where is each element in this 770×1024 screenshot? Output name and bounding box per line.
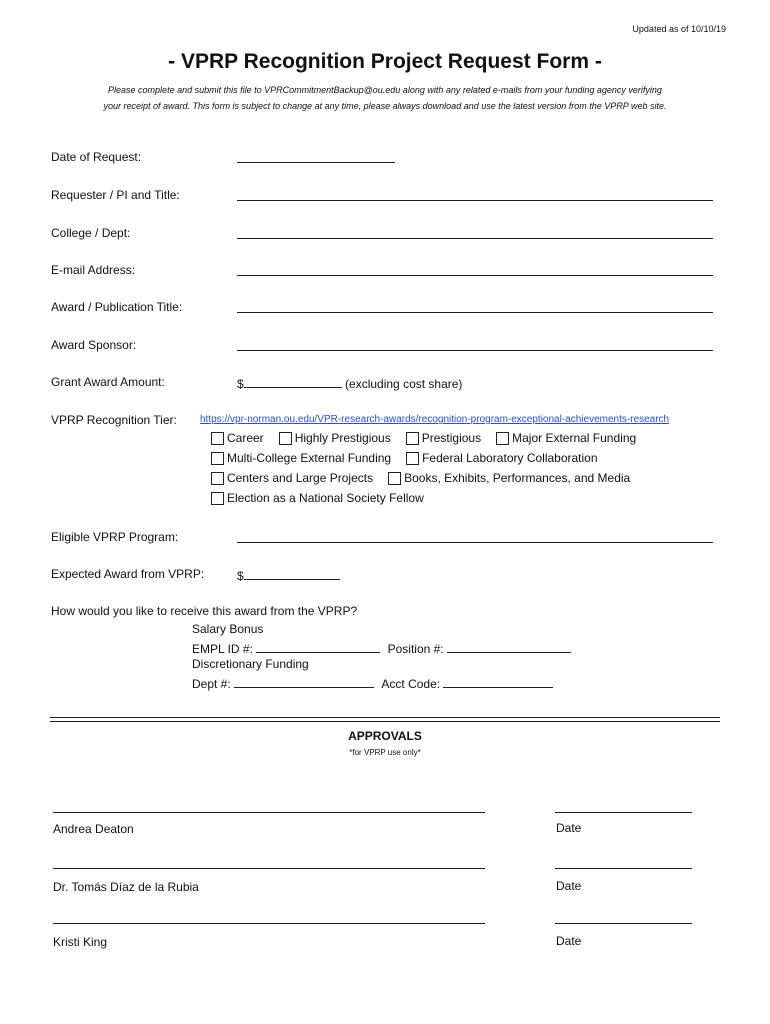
section-divider [50,717,720,722]
position-label: Position #: [387,642,444,656]
position-field[interactable] [447,640,571,653]
expected-award-field[interactable] [244,567,340,580]
acct-code-field[interactable] [443,675,553,688]
eligible-program-field[interactable] [237,542,713,543]
requester-field[interactable] [237,200,713,201]
date-of-request-field[interactable] [237,162,395,163]
expected-dollar-sign: $ [237,569,244,583]
instructions-line-1: Please complete and submit this file to VPRCommitmentBackup@ou.edu along with any related e-mails from your funding agency verifying [108,85,662,95]
grant-amount-label: Grant Award Amount: [51,375,165,389]
signature-line[interactable] [53,868,485,869]
checkbox-federal-lab[interactable]: Federal Laboratory Collaboration [406,451,597,465]
dept-field[interactable] [234,675,374,688]
date-line[interactable] [555,812,692,813]
checkbox-icon [406,452,419,465]
salary-bonus-label: Salary Bonus [192,622,264,636]
dept-label: Dept #: [192,677,231,691]
college-label: College / Dept: [51,226,131,240]
checkbox-major-external[interactable]: Major External Funding [496,431,636,445]
signature-line[interactable] [53,923,485,924]
award-title-label: Award / Publication Title: [51,300,183,314]
checkbox-multi-college[interactable]: Multi-College External Funding [211,451,391,465]
signer-name: Andrea Deaton [53,822,134,836]
empl-id-label: EMPL ID #: [192,642,253,656]
approvals-heading: APPROVALS [348,729,422,743]
updated-date: Updated as of 10/10/19 [632,24,726,34]
checkbox-prestigious[interactable]: Prestigious [406,431,481,445]
college-field[interactable] [237,238,713,239]
tier-row-3 [211,471,630,485]
form-instructions [40,82,730,114]
email-label: E-mail Address: [51,263,136,277]
empl-id-field[interactable] [256,640,380,653]
dept-acct-row [192,675,553,691]
signature-line[interactable] [53,812,485,813]
date-label: Date [556,879,582,893]
checkbox-icon [388,472,401,485]
form-title: - VPRP Recognition Project Request Form - [168,50,602,73]
acct-code-label: Acct Code: [381,677,441,691]
requester-label: Requester / PI and Title: [51,188,180,202]
receive-question: How would you like to receive this award from the VPRP? [51,604,358,618]
checkbox-icon [279,432,292,445]
checkbox-career[interactable]: Career [211,431,264,445]
checkbox-election[interactable]: Election as a National Society Fellow [211,491,424,505]
checkbox-icon [496,432,509,445]
award-title-field[interactable] [237,312,713,313]
signer-name: Kristi King [53,935,108,949]
grant-amount-field[interactable] [244,375,342,388]
instructions-line-2: your receipt of award. This form is subject to change at any time, please always download and use the latest version from the VPRP web site. [103,101,667,111]
approvals-subheading: *for VPRP use only* [349,748,421,757]
grant-amount-row [237,375,462,391]
expected-award-row [237,567,340,583]
checkbox-highly-prestigious[interactable]: Highly Prestigious [279,431,391,445]
checkbox-icon [211,452,224,465]
checkbox-icon [211,492,224,505]
checkbox-icon [211,472,224,485]
tier-row-2 [211,451,598,465]
expected-award-label: Expected Award from VPRP: [51,567,205,581]
date-of-request-label: Date of Request: [51,150,142,164]
discretionary-label: Discretionary Funding [192,657,309,671]
tier-row-4 [211,491,424,505]
checkbox-centers[interactable]: Centers and Large Projects [211,471,373,485]
grant-dollar-sign: $ [237,377,244,391]
email-field[interactable] [237,275,713,276]
date-line[interactable] [555,868,692,869]
checkbox-icon [406,432,419,445]
empl-position-row [192,640,571,656]
signer-name: Dr. Tomás Díaz de la Rubia [53,880,199,894]
tier-link[interactable]: https://vpr-norman.ou.edu/VPR-research-awards/recognition-program-exceptional-achievements-research [200,414,670,425]
tier-label: VPRP Recognition Tier: [51,413,177,427]
award-sponsor-field[interactable] [237,350,713,351]
eligible-program-label: Eligible VPRP Program: [51,530,179,544]
date-label: Date [556,821,582,835]
date-line[interactable] [555,923,692,924]
grant-amount-note: (excluding cost share) [345,377,463,391]
checkbox-books[interactable]: Books, Exhibits, Performances, and Media [388,471,630,485]
tier-row-1 [211,431,636,445]
award-sponsor-label: Award Sponsor: [51,338,137,352]
checkbox-icon [211,432,224,445]
date-label: Date [556,934,582,948]
